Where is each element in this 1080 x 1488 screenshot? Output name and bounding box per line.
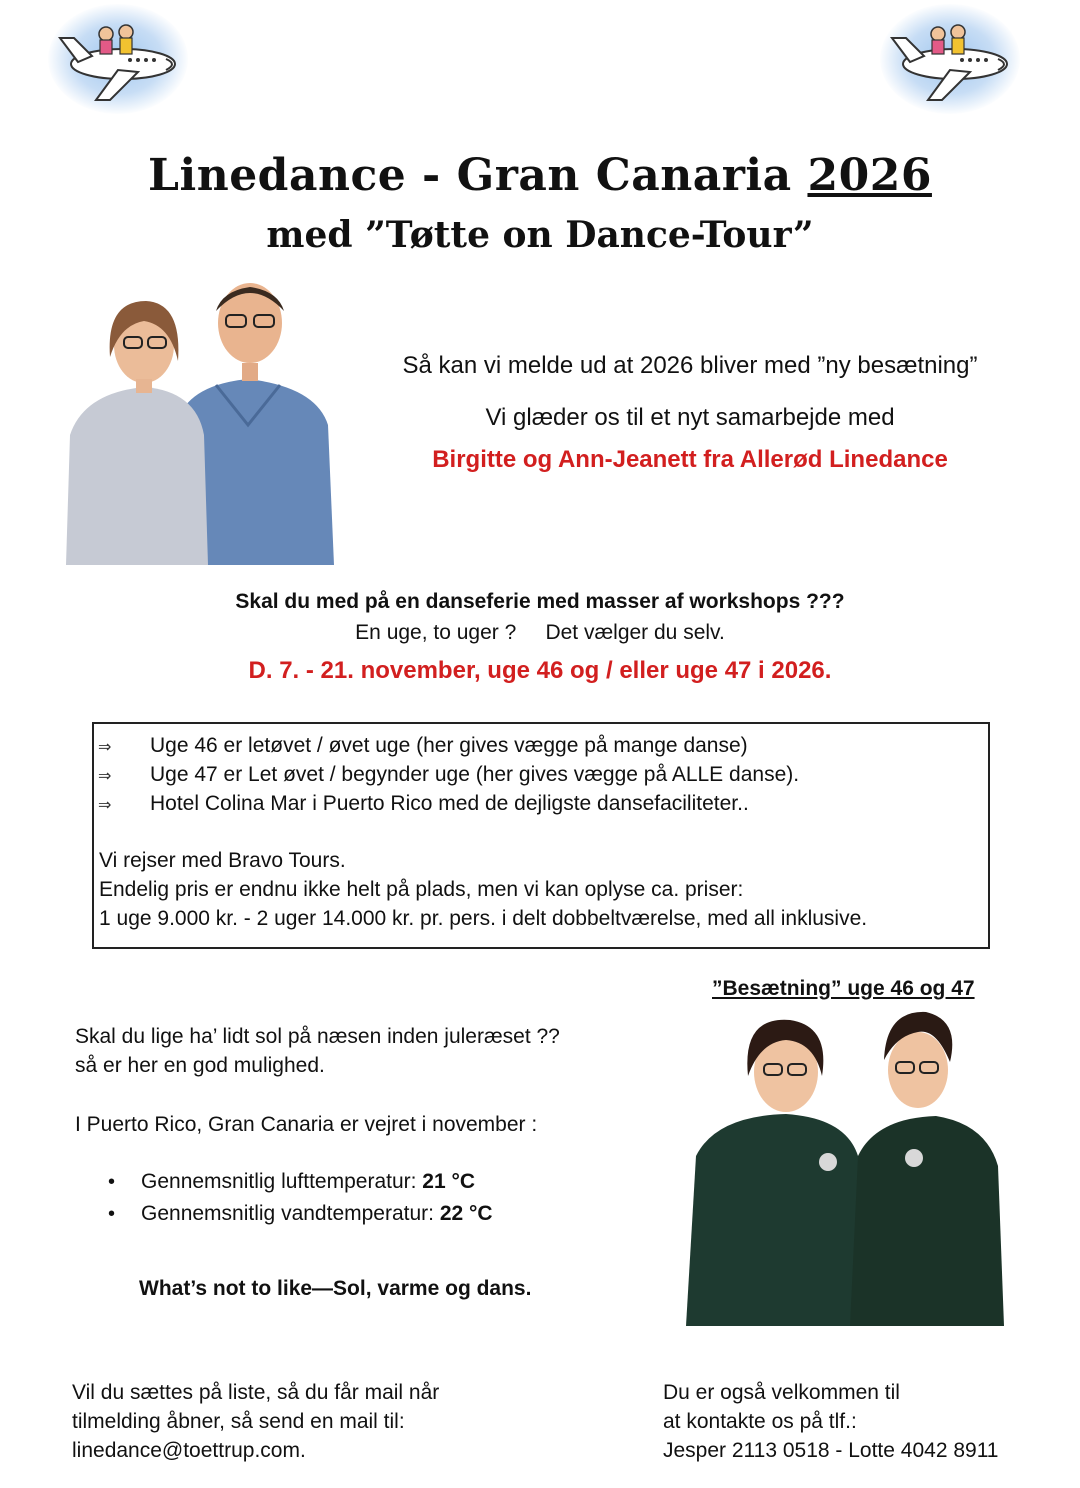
offer-dates: D. 7. - 21. november, uge 46 og / eller uge 47 i 2026. [248,657,832,684]
title-year: 2026 [807,150,932,201]
footer-signup: Vil du sættes på liste, så du får mail når tilmelding åbner, så send en mail til: linedance@toettrup.com. [72,1378,439,1465]
info-item: ⇒ Uge 46 er letøvet / øvet uge (her gives vægge på mange danse) [98,732,748,762]
airplane-icon [48,4,188,114]
bullet-icon: • [108,1171,116,1193]
arrow-right-icon: ⇒ [98,739,112,756]
tagline: What’s not to like—Sol, varme og dans. [139,1277,532,1300]
intro-line-2: Vi glæder os til et nyt samarbejde med [485,404,895,431]
list-item: • Gennemsnitlig vandtemperatur: 22 °C [108,1198,493,1230]
info-box [92,722,990,949]
footer-contact: Du er også velkommen til at kontakte os på tlf.: Jesper 2113 0518 - Lotte 4042 8911 [663,1378,999,1465]
intro-line-1: Så kan vi melde ud at 2026 bliver med ”ny besætning” [402,352,978,379]
weather-list [108,1166,493,1230]
sun-intro: Skal du lige ha’ lidt sol på næsen inden juleræset ?? så er her en god mulighed. [75,1025,560,1077]
list-item: • Gennemsnitlig lufttemperatur: 21 °C [108,1166,493,1198]
page-subtitle: med ”Tøtte on Dance-Tour” [266,214,814,256]
crew-title: ”Besætning” uge 46 og 47 [712,977,975,1000]
info-item: ⇒ Uge 47 er Let øvet / begynder uge (her gives vægge på ALLE danse). [98,761,799,791]
offer-question: Skal du med på en danseferie med masser af workshops ??? [235,590,845,613]
bullet-icon: • [108,1203,116,1225]
email-link[interactable]: linedance@toettrup.com. [72,1439,306,1462]
airplane-icon [880,4,1020,114]
offer-choice: En uge, to uger ? Det vælger du selv. [355,621,725,644]
airplane-illustration-right [880,4,1020,114]
airplane-illustration-left [48,4,188,114]
photo-hosts [66,275,334,565]
intro-partners: Birgitte og Ann-Jeanett fra Allerød Linedance [432,446,948,473]
phone-numbers: Jesper 2113 0518 - Lotte 4042 8911 [663,1439,999,1462]
weather-intro: I Puerto Rico, Gran Canaria er vejret i november : [75,1113,538,1136]
arrow-right-icon: ⇒ [98,797,112,814]
price-info: Vi rejser med Bravo Tours. Endelig pris er endnu ikke helt på plads, men vi kan oplyse ca. priser: 1 uge 9.000 kr. - 2 uger 14.000 kr. pr. pers. i delt dobbeltværelse, med all inklusive. [99,849,868,930]
photo-crew [686,1006,1004,1326]
page-title: Linedance - Gran Canaria 2026 [148,150,932,201]
info-item: ⇒ Hotel Colina Mar i Puerto Rico med de dejligste dansefaciliteter.. [98,790,749,820]
arrow-right-icon: ⇒ [98,768,112,785]
